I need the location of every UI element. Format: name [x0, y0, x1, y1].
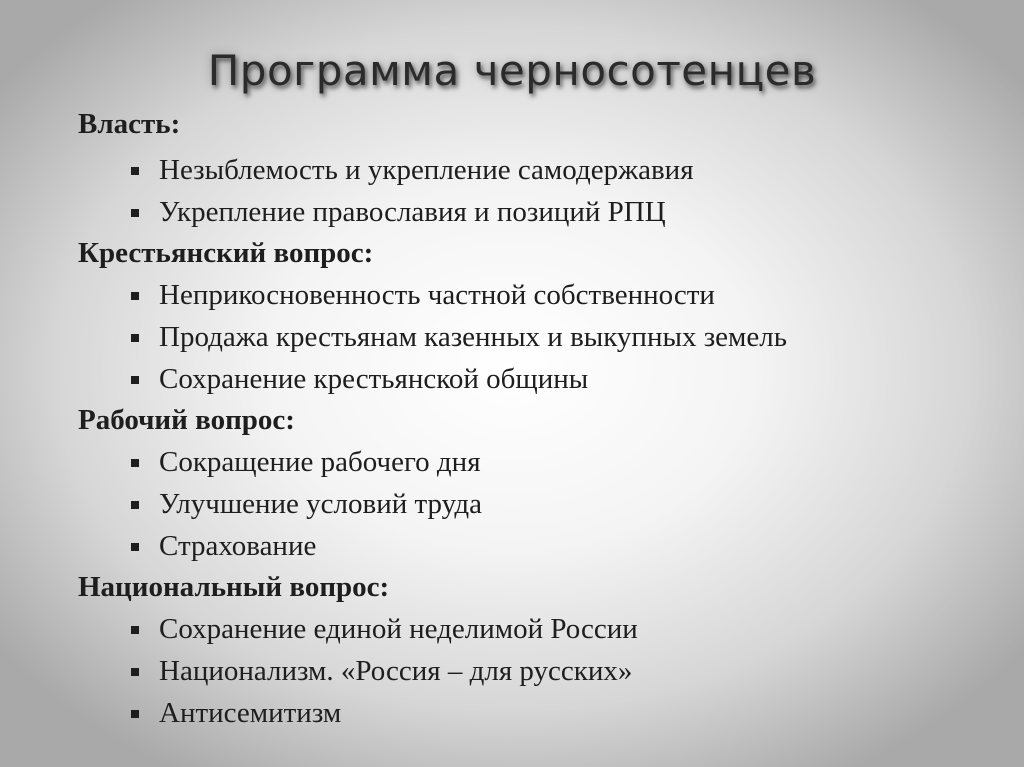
list-item: [78, 613, 978, 645]
list-item-text: Страхование: [159, 530, 317, 562]
square-bullet-icon: [131, 376, 139, 384]
list-item-text: Неприкосновенность частной собственности: [159, 279, 715, 311]
slide-content: [78, 108, 978, 729]
square-bullet-icon: [131, 292, 139, 300]
list-item: [78, 279, 978, 311]
square-bullet-icon: [131, 626, 139, 634]
list-item-text: Сокращение рабочего дня: [159, 446, 481, 478]
section-peasant-question: [78, 237, 978, 395]
square-bullet-icon: [131, 334, 139, 342]
list-item-text: Улучшение условий труда: [159, 488, 482, 520]
section-heading: Рабочий вопрос:: [78, 404, 295, 436]
section-labor-question: [78, 404, 978, 562]
list-item-text: Укрепление православия и позиций РПЦ: [159, 196, 666, 228]
bullet-list: [78, 154, 978, 228]
bullet-list: [78, 446, 978, 562]
list-item-text: Продажа крестьянам казенных и выкупных земель: [159, 321, 787, 353]
list-item: [78, 488, 978, 520]
list-item: [78, 697, 978, 729]
list-item: [78, 655, 978, 687]
bullet-list: [78, 279, 978, 395]
list-item-text: Незыблемость и укрепление самодержавия: [159, 154, 694, 186]
bullet-list: [78, 613, 978, 729]
section-power: [78, 108, 978, 228]
list-item: [78, 196, 978, 228]
list-item: [78, 530, 978, 562]
section-heading: Крестьянский вопрос:: [78, 237, 374, 269]
section-heading: Власть:: [78, 108, 181, 140]
list-item: [78, 321, 978, 353]
section-heading: Национальный вопрос:: [78, 571, 390, 603]
square-bullet-icon: [131, 543, 139, 551]
list-item: [78, 154, 978, 186]
section-national-question: [78, 571, 978, 729]
list-item-text: Национализм. «Россия – для русских»: [159, 655, 633, 687]
square-bullet-icon: [131, 501, 139, 509]
list-item-text: Антисемитизм: [159, 697, 342, 729]
slide-title: Программа черносотенцев: [207, 46, 817, 95]
square-bullet-icon: [131, 209, 139, 217]
list-item-text: Сохранение единой неделимой России: [159, 613, 638, 645]
square-bullet-icon: [131, 459, 139, 467]
list-item: [78, 446, 978, 478]
square-bullet-icon: [131, 167, 139, 175]
list-item: [78, 363, 978, 395]
list-item-text: Сохранение крестьянской общины: [159, 363, 589, 395]
square-bullet-icon: [131, 668, 139, 676]
square-bullet-icon: [131, 710, 139, 718]
